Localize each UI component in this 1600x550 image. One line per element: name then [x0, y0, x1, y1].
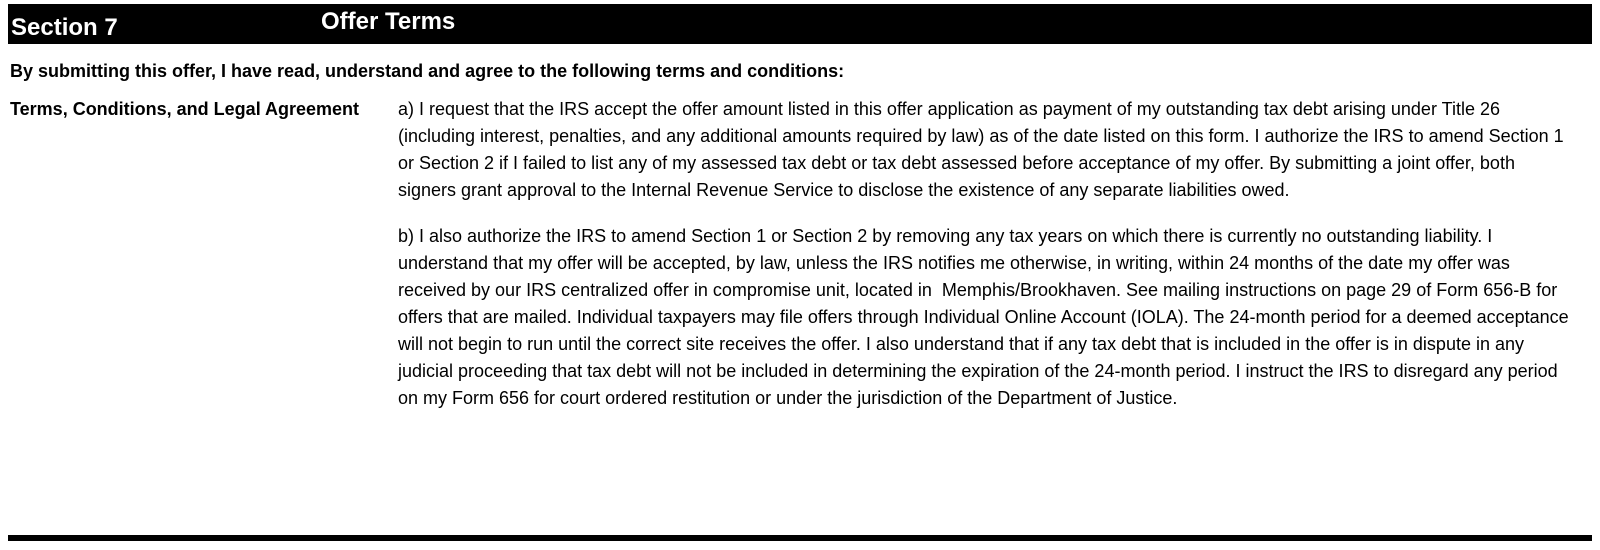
section-number: Section 7	[11, 14, 118, 41]
terms-body	[398, 96, 1573, 431]
section-title: Offer Terms	[321, 8, 456, 35]
terms-paragraph-a: a) I request that the IRS accept the offer amount listed in this offer application as payment of my outstanding tax debt arising under Title 26 (including interest, penalties, and any additional amounts required by law) as of the date listed on this form. I authorize the IRS to amend Section 1 or Section 2 if I failed to list any of my assessed tax debt or tax debt assessed before acceptance of my offer. By submitting a joint offer, both signers grant approval to the Internal Revenue Service to disclose the existence of any separate liabilities owed.	[398, 99, 1569, 200]
terms-paragraph-b: b) I also authorize the IRS to amend Section 1 or Section 2 by removing any tax years on which there is currently no outstanding liability. I understand that my offer will be accepted, by law, unless the IRS notifies me otherwise, in writing, within 24 months of the date my offer was received by our IRS centralized offer in compromise unit, located in Memphis/Brookhaven. See mailing instructions on page 29 of Form 656-B for offers that are mailed. Individual taxpayers may file offers through Individual Online Account (IOLA). The 24-month period for a deemed acceptance will not begin to run until the correct site receives the offer. I also understand that if any tax debt that is included in the offer is in dispute in any judicial proceeding that tax debt will not be included in determining the expiration of the 24-month period. I instruct the IRS to disregard any period on my Form 656 for court ordered restitution or under the jurisdiction of the Department of Justice.	[398, 226, 1574, 408]
terms-intro-statement: By submitting this offer, I have read, understand and agree to the following terms and conditions:	[10, 61, 845, 81]
terms-label: Terms, Conditions, and Legal Agreement	[10, 99, 360, 119]
section-header-bar	[8, 4, 1592, 44]
bottom-divider	[8, 535, 1592, 541]
